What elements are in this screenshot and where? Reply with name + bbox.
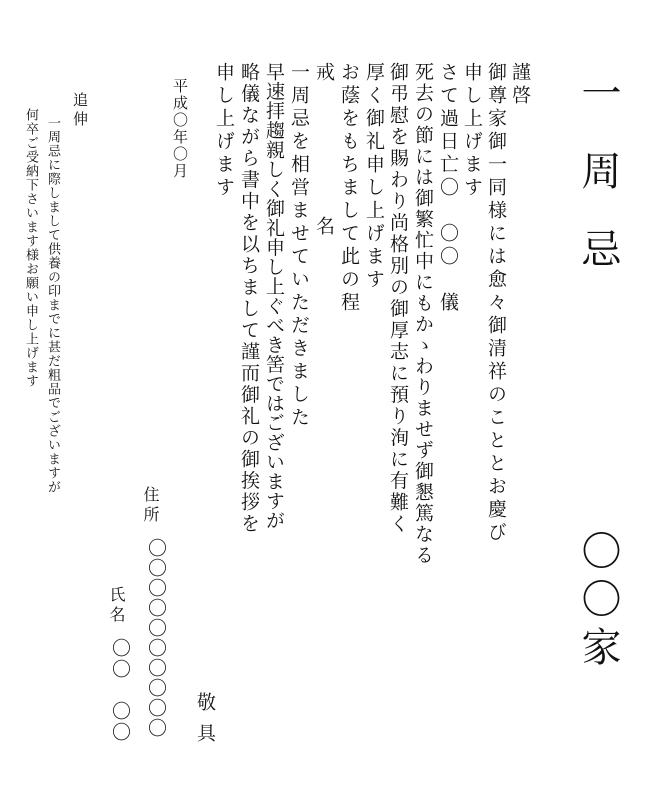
opening-word: 謹啓 — [509, 62, 531, 108]
name-label: 氏名 — [107, 586, 126, 626]
body-line-4: 死去の節には御繁忙中にもかゝわりませず御懇篤なる — [412, 62, 434, 566]
body-line-12: 申し上げます — [213, 62, 235, 200]
family-name: 〇〇家 — [575, 530, 621, 674]
postscript-line-2: 何卒ご受納下さいます様お願い申し上げます — [23, 108, 38, 388]
body-line-6: 厚く御礼申し上げます — [363, 62, 385, 292]
body-line-9: 一周忌を相営ませていただきました — [288, 62, 310, 430]
address-value: 〇〇〇〇〇〇〇〇〇〇 — [145, 538, 167, 738]
body-line-1: 御尊家御一同様には愈々御清祥のこととお慶び — [485, 62, 507, 545]
postscript-heading: 追伸 — [71, 92, 89, 130]
closing-word: 敬具 — [194, 692, 216, 754]
body-line-7: お蔭をもちまして此の程 — [338, 62, 360, 315]
title: 一周忌 — [575, 72, 621, 306]
body-line-3: さて過日亡〇 〇〇 儀 — [437, 62, 459, 315]
posthumous-name-label: 戒 名 — [313, 62, 335, 238]
body-line-11: 略儀ながら書中を以ちまして謹而御礼の御挨拶を — [238, 62, 260, 535]
name-value: 〇〇 〇〇 — [109, 638, 131, 743]
body-line-2: 申し上げます — [461, 62, 483, 200]
postscript-line-1: 一周忌に際しまして供養の印までに甚だ粗品でございますが — [45, 116, 60, 494]
date: 平成〇年〇月 — [171, 78, 189, 180]
body-line-10: 早速拝趨親しく御礼申し上ぐべき筈ではございますが — [263, 62, 285, 530]
address-label: 住所 — [141, 486, 160, 526]
body-line-5: 御弔慰を賜わり尚格別の御厚志に預り洵に有難く — [387, 62, 409, 535]
